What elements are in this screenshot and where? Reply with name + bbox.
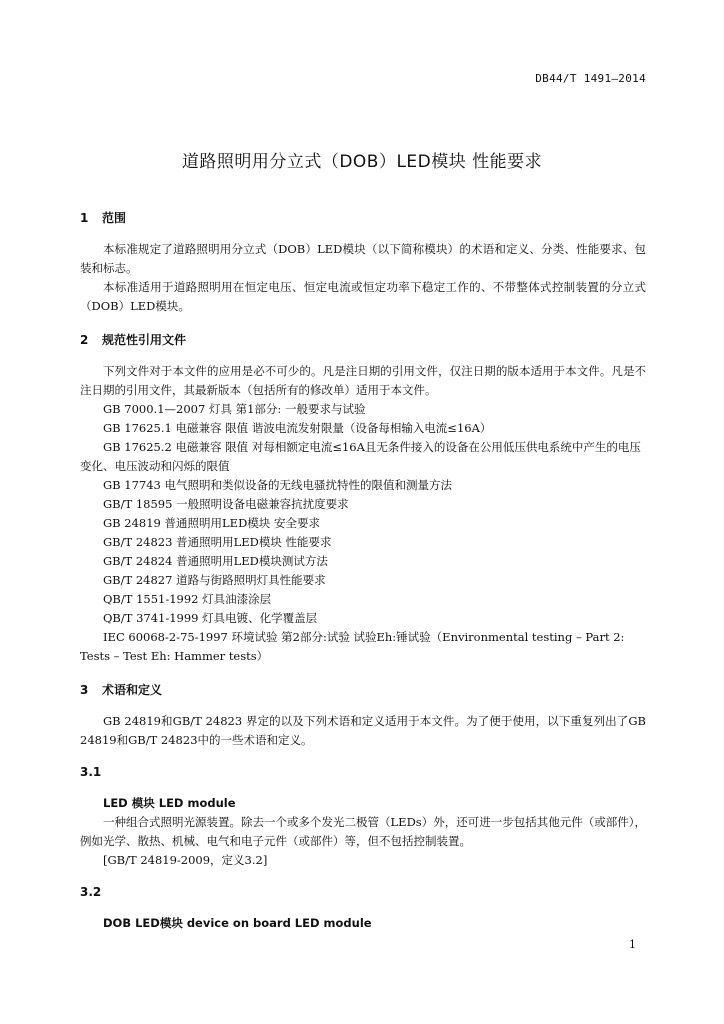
document-title: 道路照明用分立式（DOB）LED模块 性能要求 [181,152,543,172]
section-heading [80,680,646,700]
reference-item: GB/T 24827 道路与街路照明灯具性能要求 [103,573,326,587]
section-number: 1 [80,211,89,225]
reference-item: GB/T 18595 一般照明设备电磁兼容抗扰度要求 [103,497,349,511]
reference-item: GB/T 24824 普通照明用LED模块测试方法 [103,554,328,568]
term-name: DOB LED模块 device on board LED module [103,916,372,930]
section-title: 规范性引用文件 [102,333,187,347]
section-heading [80,208,646,228]
term-definition: 一种组合式照明光源装置。除去一个或多个发光二极管（LEDs）外，还可进一步包括其他元件（或部件），例如光学、散热、机械、电气和电子元件（或部件）等，但不包括控制装置。 [80,815,646,848]
reference-item: GB 17625.1 电磁兼容 限值 谐波电流发射限量（设备每相输入电流≤16A） [103,421,492,435]
paragraph: 本标准规定了道路照明用分立式（DOB）LED模块（以下简称模块）的术语和定义、分类、性能要求、包装和标志。 [80,242,646,275]
page-number: 1 [629,938,636,951]
reference-item: GB/T 24823 普通照明用LED模块 性能要求 [103,535,332,549]
paragraph: 本标准适用于道路照明用在恒定电压、恒定电流或恒定功率下稳定工作的、不带整体式控制装置的分立式（DOB）LED模块。 [80,280,646,313]
section-title: 术语和定义 [102,683,163,697]
term-number: 3.1 [80,765,102,779]
paragraph: GB 24819和GB/T 24823 界定的以及下列术语和定义适用于本文件。为了便于使用，以下重复列出了GB 24819和GB/T 24823中的一些术语和定义。 [80,714,646,747]
document-body [80,208,646,933]
term-number: 3.2 [80,885,102,899]
reference-item: IEC 60068-2-75-1997 环境试验 第2部分:试验 试验Eh:锤试验（Environmental testing – Part 2: Tests – Test Eh: Hammer tests） [80,630,625,663]
section-number: 3 [80,683,89,697]
reference-item: GB 17625.2 电磁兼容 限值 对每相额定电流≤16A且无条件接入的设备在公用低压供电系统中产生的电压变化、电压波动和闪烁的限值 [80,440,641,473]
section-number: 2 [80,333,89,347]
section-title: 范围 [102,211,127,225]
term-name: LED 模块 LED module [103,796,236,810]
reference-item: QB/T 3741-1999 灯具电镀、化学覆盖层 [103,611,318,625]
reference-item: GB 17743 电气照明和类似设备的无线电骚扰特性的限值和测量方法 [103,478,453,492]
reference-item: GB 7000.1—2007 灯具 第1部分: 一般要求与试验 [103,402,366,416]
term-source: [GB/T 24819-2009，定义3.2] [103,853,268,867]
reference-item: GB 24819 普通照明用LED模块 安全要求 [103,516,320,530]
reference-item: QB/T 1551-1992 灯具油漆涂层 [103,592,272,606]
paragraph: 下列文件对于本文件的应用是必不可少的。凡是注日期的引用文件，仅注日期的版本适用于本文件。凡是不注日期的引用文件，其最新版本（包括所有的修改单）适用于本文件。 [80,364,646,397]
section-heading [80,330,646,350]
standard-number: DB44/T 1491—2014 [535,72,646,85]
